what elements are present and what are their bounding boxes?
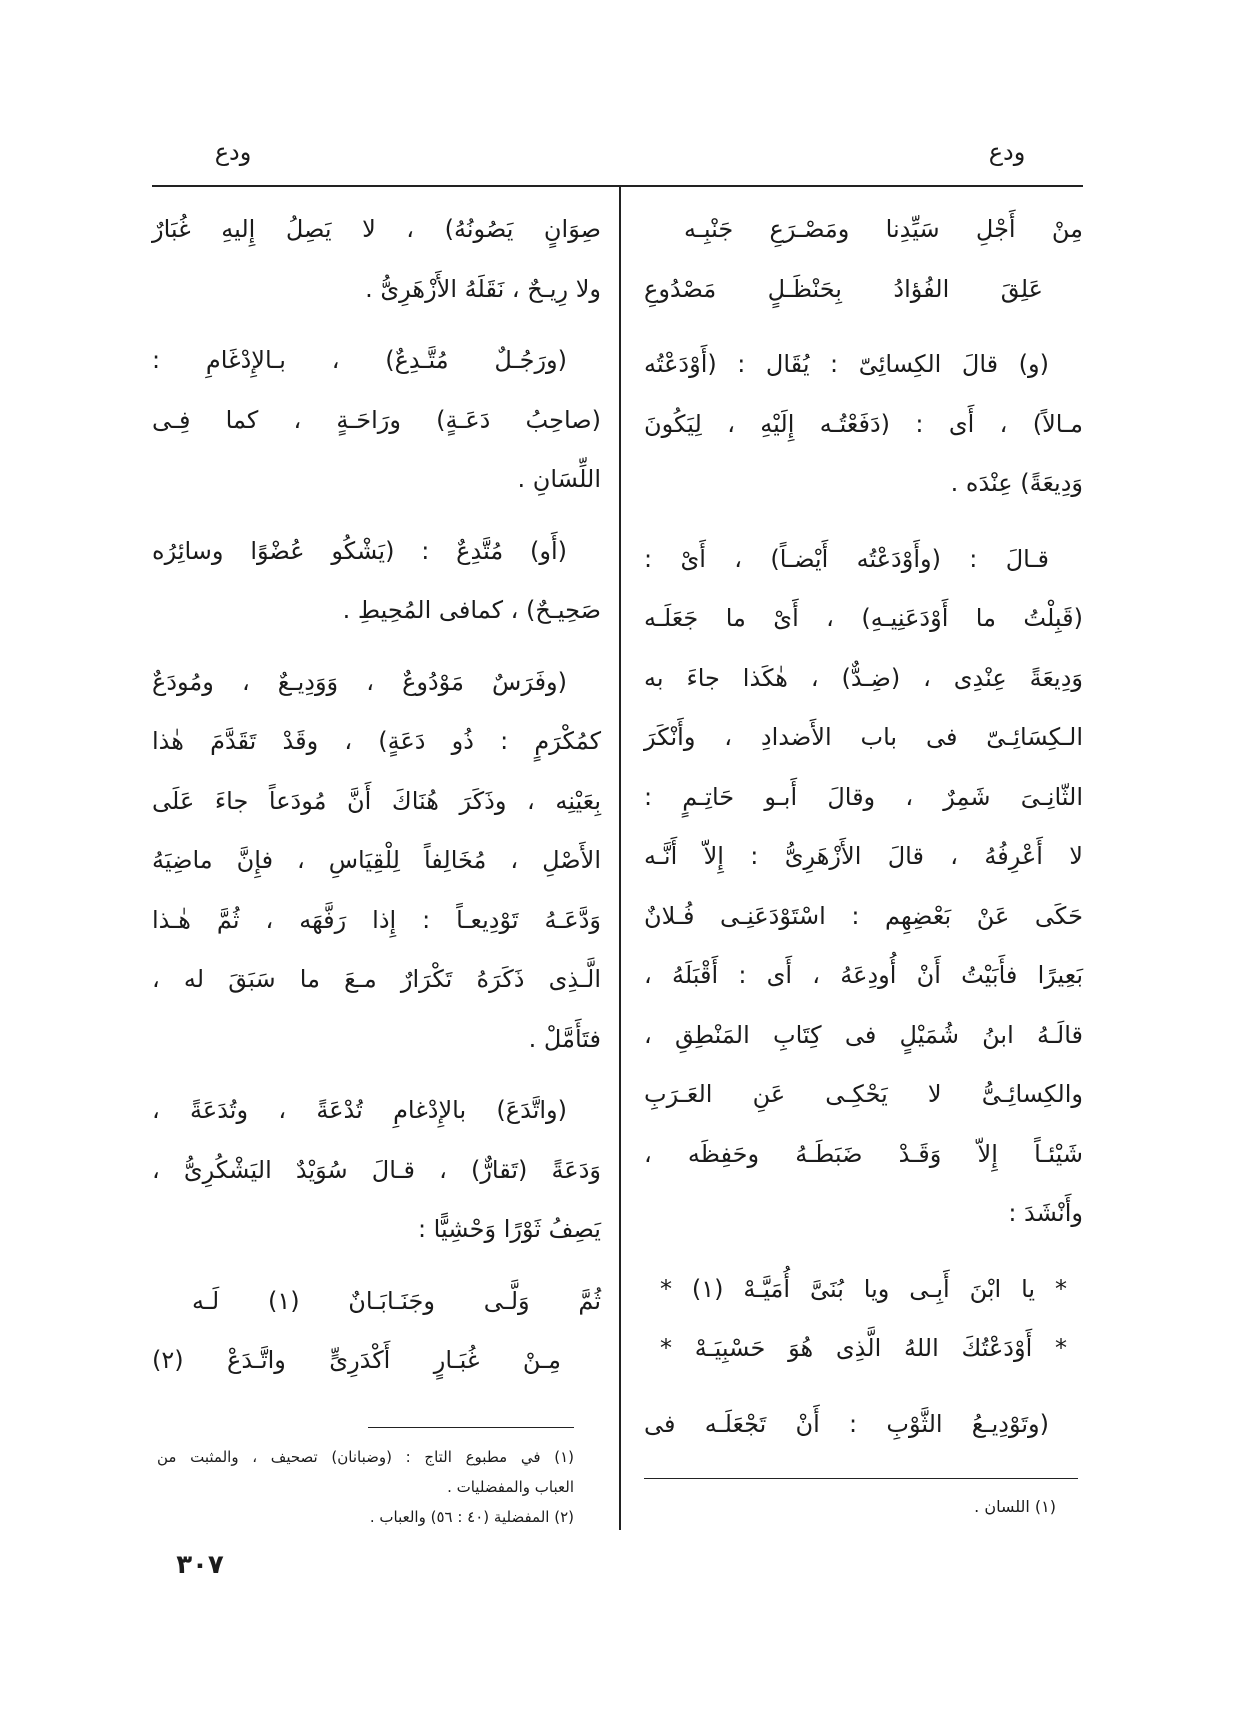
- text-line: شَيْئـاً إِلاّ وَقَـدْ ضَبَطَـهُ وحَفِظَه ،: [644, 1139, 1083, 1168]
- entry-paragraph: [152, 331, 601, 510]
- verse-hemistich: مِـنْ غُبَـارٍ أَكْدَرِىٍّ واتَّـدَعْ (٢): [152, 1346, 561, 1374]
- text-line: (وفَرَسٌ مَوْدُوعٌ ، وَوَدِيـعٌ ، ومُودَعٌ: [152, 667, 567, 696]
- verse-rajaz: [644, 1260, 1083, 1379]
- text-line: الأَصْلِ ، مُخَالِفاً لِلْقِيَاسِ ، فإِنَّ ماضِيَهُ: [152, 846, 601, 874]
- text-line: (واتَّدَعَ) بالإِدْغامِ تُدْعَةً ، وتُدَعَةً ،: [152, 1096, 567, 1124]
- verse-couplet: [644, 200, 1083, 319]
- text-line: الَّـذِى ذَكَرَهُ تَكْرَارٌ مـعَ ما سَبَقَ له ،: [152, 965, 601, 993]
- column-divider: [619, 186, 621, 1530]
- text-line: والكِسائِـىُّ لا يَحْكِـى عَنِ العَـرَبِ: [644, 1080, 1083, 1108]
- verse-hemistich: ثُمَّ وَلَّـى وجَنَـابَـانٌ (١) لَـه: [192, 1286, 602, 1315]
- entry-paragraph: [152, 1081, 601, 1260]
- running-head-right: ودع: [988, 138, 1026, 166]
- text-line: وأَنْشَدَ :: [1008, 1199, 1083, 1227]
- text-line: بِعَيْنِه ، وذَكَرَ هُنَاكَ أَنَّ مُودَعاً جاءَ عَلَى: [152, 786, 601, 815]
- text-line: (صاحِبُ دَعَـةٍ) ورَاحَـةٍ ، كما فِـى: [152, 405, 601, 434]
- text-line: لا أَعْرِفُهُ ، قالَ الأَزْهَرِىُّ : إِلاّ أَنَّـه: [644, 842, 1083, 870]
- text-line: الـكِسَائِـىّ فى باب الأَضدادِ ، وأَنْكَرَ: [644, 723, 1083, 751]
- entry-paragraph: [644, 530, 1083, 1244]
- text-line: وَدَّعَـهُ تَوْدِيعـاً : إِذا رَفَّهَه ، ثُمَّ هٰـذا: [152, 905, 601, 934]
- verse-line: * يا ابْنَ أَبِـى ويا بُنَىَّ أُمَيَّـهْ (١) *: [660, 1274, 1067, 1303]
- entry-paragraph: [152, 653, 601, 1070]
- footnotes-left: [157, 1442, 574, 1532]
- footnote-rule-right: [644, 1478, 1078, 1479]
- footnote-right: (١) اللسان .: [974, 1497, 1056, 1516]
- footnote-rule-left: [368, 1427, 574, 1428]
- text-line: الثّانِـىَ شَمِرٌ ، وقالَ أَبـو حَاتِـمٍ :: [644, 782, 1083, 811]
- text-line: وَدِيعَةً عِنْدِى ، (ضِـدٌّ) ، هٰكَذا جاءَ به: [644, 663, 1083, 692]
- text-line: ولا رِيـحٌ ، نَقَلَهُ الأَزْهَرِىُّ .: [365, 274, 601, 303]
- text-line: (قَبِلْتُ ما أَوْدَعَنِيـهِ) ، أَىْ ما جَعَلَـه: [644, 604, 1083, 632]
- text-line: كمُكْرَمٍ : ذُو دَعَةٍ) ، وقَدْ تَقَدَّمَ هٰذا: [152, 727, 601, 755]
- verse-couplet: [152, 1272, 601, 1391]
- text-line: (ورَجُـلٌ مُتَّـدِعٌ) ، بـالإِدْغَامِ :: [152, 346, 567, 374]
- footnote-line: العباب والمفضليات .: [447, 1478, 574, 1496]
- footnote-line: (٢) المفضلية (٤٠ : ٥٦) والعباب .: [369, 1508, 574, 1526]
- text-line: صَحِيـحٌ) ، كمافى المُحِيطِ .: [342, 596, 601, 624]
- text-line: (و) قالَ الكِسائِىّ : يُقَال : (أَوْدَعْتُه: [644, 350, 1049, 378]
- text-line: اللِّسَانِ .: [517, 465, 601, 493]
- entry-paragraph: [152, 522, 601, 641]
- verse-hemistich: عَلِقَ الفُؤادُ بِحَنْظَـلٍ مَصْدُوعِ: [644, 274, 1043, 303]
- text-line: قـالَ : (وأَوْدَعْتُه أَيْضـاً) ، أَىْ :: [644, 544, 1049, 573]
- page-number: ٣٠٧: [176, 1550, 224, 1580]
- footnote-line: (١) في مطبوع التاج : (وضبانان) تصحيف ، والمثبت من: [157, 1448, 574, 1466]
- verse-hemistich: مِنْ أَجْلِ سَيِّدِنا ومَصْـرَعِ جَنْبِـه: [684, 215, 1083, 243]
- running-head-left: ودع: [214, 138, 252, 166]
- entry-paragraph: [152, 200, 601, 319]
- text-line: قالَـهُ ابنُ شُمَيْلٍ فى كِتَابِ المَنْطِقِ ،: [644, 1020, 1083, 1049]
- text-line: مـالاً) ، أَى : (دَفَعْتُـه إِلَيْهِ ، لِيَكُونَ: [644, 409, 1083, 438]
- text-line: يَصِفُ ثَوْرًا وَحْشِيًّا :: [417, 1215, 601, 1243]
- header-rule: [152, 185, 1083, 187]
- text-line: صِوَانٍ يَصُونُهُ) ، لا يَصِلُ إِليهِ غُبَارٌ: [152, 215, 601, 243]
- verse-line: * أَوْدَعْتُكَ اللهُ الَّذِى هُوَ حَسْبِيَـهْ *: [660, 1334, 1067, 1362]
- text-line: بَعِيرًا فأَبَيْتُ أَنْ أُودِعَهُ ، أَى : أَقْبَلَهُ ،: [644, 961, 1083, 989]
- text-line: حَكَى عَنْ بَعْضِهِم : اسْتَوْدَعَنِـى فُـلانٌ: [644, 901, 1083, 930]
- right-column: [644, 200, 1083, 1454]
- text-line: فتَأَمَّلْ .: [528, 1024, 601, 1053]
- text-line: وَدَعَةً (تَقارٌّ) ، قـالَ سُوَيْدٌ اليَشْكُرِىُّ ،: [152, 1155, 601, 1184]
- entry-paragraph: [644, 335, 1083, 514]
- text-line: (أَو) مُتَّدِعٌ : (يَشْكُو عُضْوًا وسائِرُه: [152, 536, 567, 565]
- text-line: وَدِيعَةً) عِنْدَه .: [950, 469, 1083, 497]
- text-line: (وتَوْدِيـعُ الثَّوْبِ : أَنْ تَجْعَلَـه فى: [644, 1409, 1049, 1438]
- left-column: [152, 200, 601, 1391]
- entry-paragraph: [644, 1395, 1083, 1455]
